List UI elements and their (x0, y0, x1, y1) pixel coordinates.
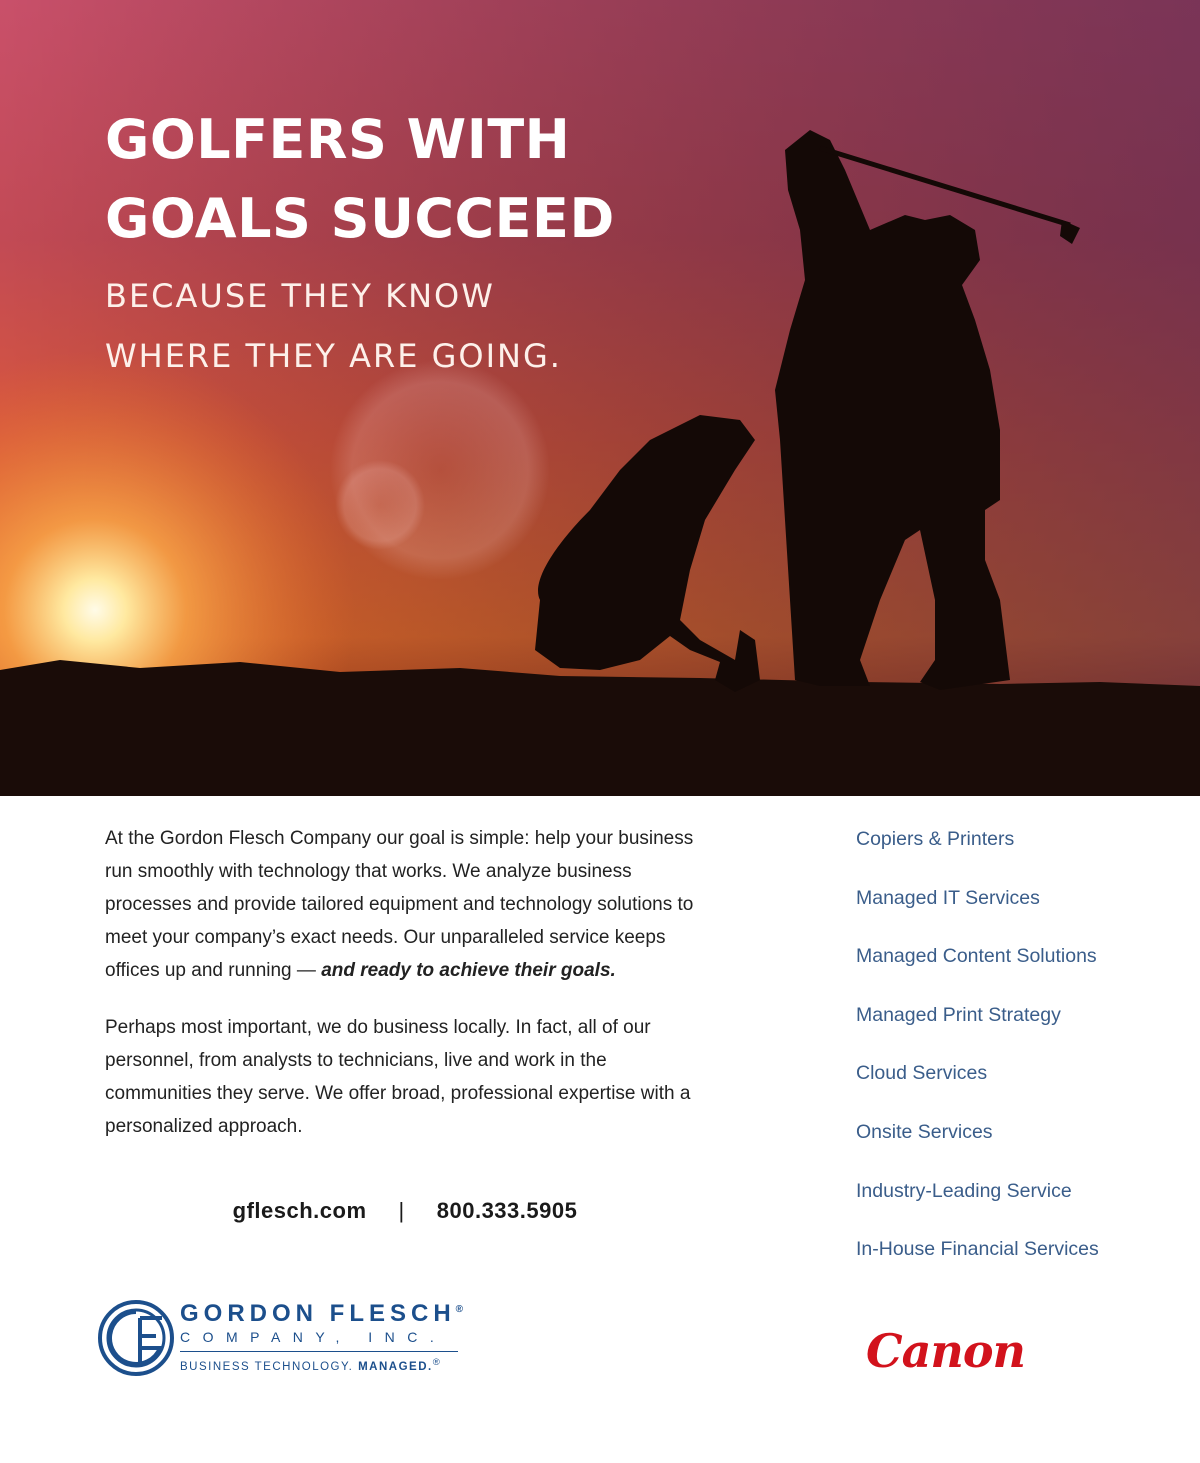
phone-number[interactable]: 800.333.5905 (436, 1198, 578, 1223)
services-list (856, 822, 1099, 1291)
gf-logo-divider (180, 1351, 458, 1352)
website-link[interactable]: gflesch.com (232, 1198, 367, 1223)
contact-line (105, 1198, 705, 1224)
canon-logo: Canon (866, 1324, 1025, 1378)
service-item-onsite: Onsite Services (856, 1120, 993, 1143)
service-item-managed-content: Managed Content Solutions (856, 945, 1097, 968)
gordon-flesch-logo (96, 1296, 476, 1380)
service-item-cloud: Cloud Services (856, 1062, 988, 1085)
paragraph-1-text: At the Gordon Flesch Company our goal is simple: help your business run smoothly with technology that works. We analyze business processes and provide tailored equipment and technology solutions to meet your company’s exact needs. Our unparalleled service keeps offices up and running — (105, 828, 694, 981)
paragraph-2: Perhaps most important, we do business locally. In fact, all of our personnel, from analysts to technicians, live and work in the communities they serve. We offer broad, professional expertise with a personalized approach. (105, 1017, 691, 1137)
service-item-industry-leading: Industry-Leading Service (856, 1179, 1072, 1202)
service-item-managed-it: Managed IT Services (856, 886, 1040, 909)
gf-tagline-regular: BUSINESS TECHNOLOGY. (180, 1360, 354, 1373)
gf-monogram-icon (96, 1296, 176, 1380)
gf-logo-name-text: GORDON FLESCH (180, 1300, 456, 1327)
service-item-copiers-printers: Copiers & Printers (856, 828, 1015, 850)
paragraph-1 (105, 822, 705, 987)
gf-logo-company: COMPANY, INC. (180, 1329, 447, 1345)
service-item-managed-print: Managed Print Strategy (856, 1003, 1061, 1026)
headline (105, 100, 615, 258)
paragraph-1-emphasis: and ready to achieve their goals. (321, 960, 616, 981)
subheadline (105, 266, 562, 386)
gf-tagline-bold: MANAGED. (358, 1360, 433, 1373)
gf-logo-name (180, 1300, 463, 1328)
service-item-financial: In-House Financial Services (856, 1238, 1099, 1261)
registered-mark: ® (455, 1304, 464, 1315)
contact-separator: | (398, 1198, 405, 1223)
headline-line-1: GOLFERS WITH (105, 108, 571, 171)
gf-tagline-mark: ® (432, 1357, 442, 1368)
body-copy (105, 822, 705, 1167)
subheadline-line-1: BECAUSE THEY KNOW (105, 277, 495, 315)
headline-line-2: GOALS SUCCEED (105, 187, 615, 250)
subheadline-line-2: WHERE THEY ARE GOING. (105, 337, 562, 375)
gf-logo-tagline (180, 1357, 441, 1373)
